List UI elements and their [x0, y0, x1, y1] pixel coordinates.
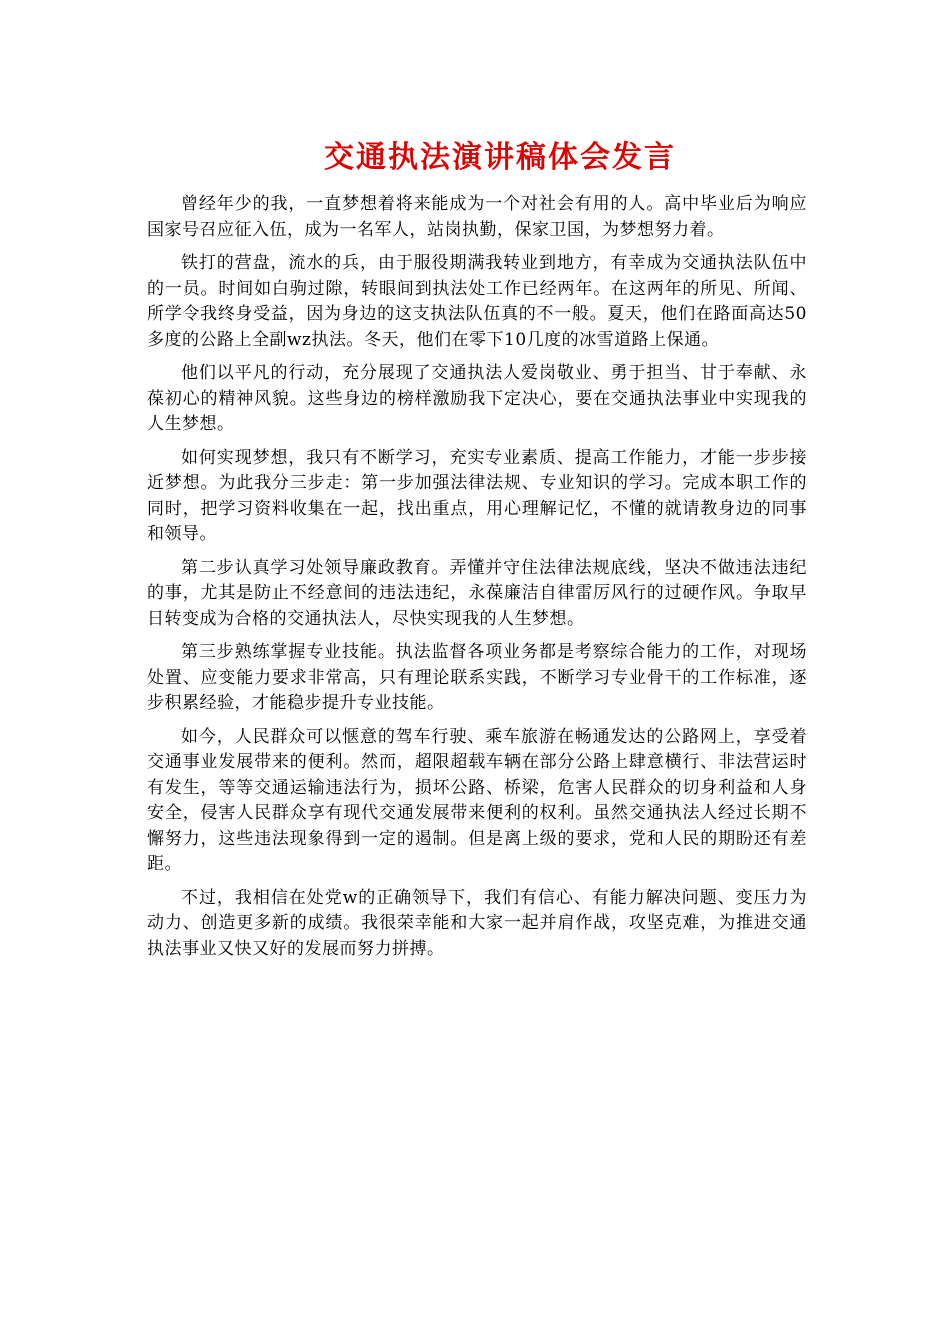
paragraph-3: 他们以平凡的行动，充分展现了交通执法人爱岗敬业、勇于担当、甘于奉献、永葆初心的精神风貌。这些身边的榜样激励我下定决心，要在交通执法事业中实现我的人生梦想。 [147, 363, 807, 434]
paragraph-1: 曾经年少的我，一直梦想着将来能成为一个对社会有用的人。高中毕业后为响应国家号召应征入伍，成为一名军人，站岗执勤，保家卫国，为梦想努力着。 [147, 194, 807, 240]
document-title: 交通执法演讲稿体会发言 [324, 140, 676, 175]
paragraph-2: 铁打的营盘，流水的兵，由于服役期满我转业到地方，有幸成为交通执法队伍中的一员。时间如白驹过隙，转眼间到执法处工作已经两年。在这两年的所见、所闻、所学令我终身受益，因为身边的这支执法队伍真的不一般。夏天，他们在路面高达50多度的公路上全副wz执法。冬天，他们在零下10几度的冰雪道路上保通。 [147, 253, 807, 350]
paragraph-8: 不过，我相信在处党w的正确领导下，我们有信心、有能力解决问题、变压力为动力、创造更多新的成绩。我很荣幸能和大家一起并肩作战，攻坚克难，为推进交通执法事业又快又好的发展而努力拼搏。 [147, 887, 807, 959]
paragraph-5: 第二步认真学习处领导廉政教育。弄懂并守住法律法规底线，坚决不做违法违纪的事，尤其是防止不经意间的违法违纪，永葆廉洁自律雷厉风行的过硬作风。争取早日转变成为合格的交通执法人，尽快实现我的人生梦想。 [147, 557, 807, 629]
document-body [147, 192, 807, 970]
paragraph-7: 如今，人民群众可以惬意的驾车行驶、乘车旅游在畅通发达的公路网上，享受着交通事业发展带来的便利。然而，超限超载车辆在部分公路上肆意横行、非法营运时有发生，等等交通运输违法行为，损坏公路、桥梁，危害人民群众的切身利益和人身安全，侵害人民群众享有现代交通发展带来便利的权利。虽然交通执法人经过长期不懈努力，这些违法现象得到一定的遏制。但是离上级的要求，党和人民的期盼还有差距。 [147, 726, 807, 874]
paragraph-6: 第三步熟练掌握专业技能。执法监督各项业务都是考察综合能力的工作，对现场处置、应变能力要求非常高，只有理论联系实践，不断学习专业骨干的工作标准，逐步积累经验，才能稳步提升专业技能。 [147, 642, 807, 713]
paragraph-4: 如何实现梦想，我只有不断学习，充实专业素质、提高工作能力，才能一步步接近梦想。为此我分三步走：第一步加强法律法规、专业知识的学习。完成本职工作的同时，把学习资料收集在一起，找出重点，用心理解记忆，不懂的就请教身边的同事和领导。 [147, 447, 807, 544]
